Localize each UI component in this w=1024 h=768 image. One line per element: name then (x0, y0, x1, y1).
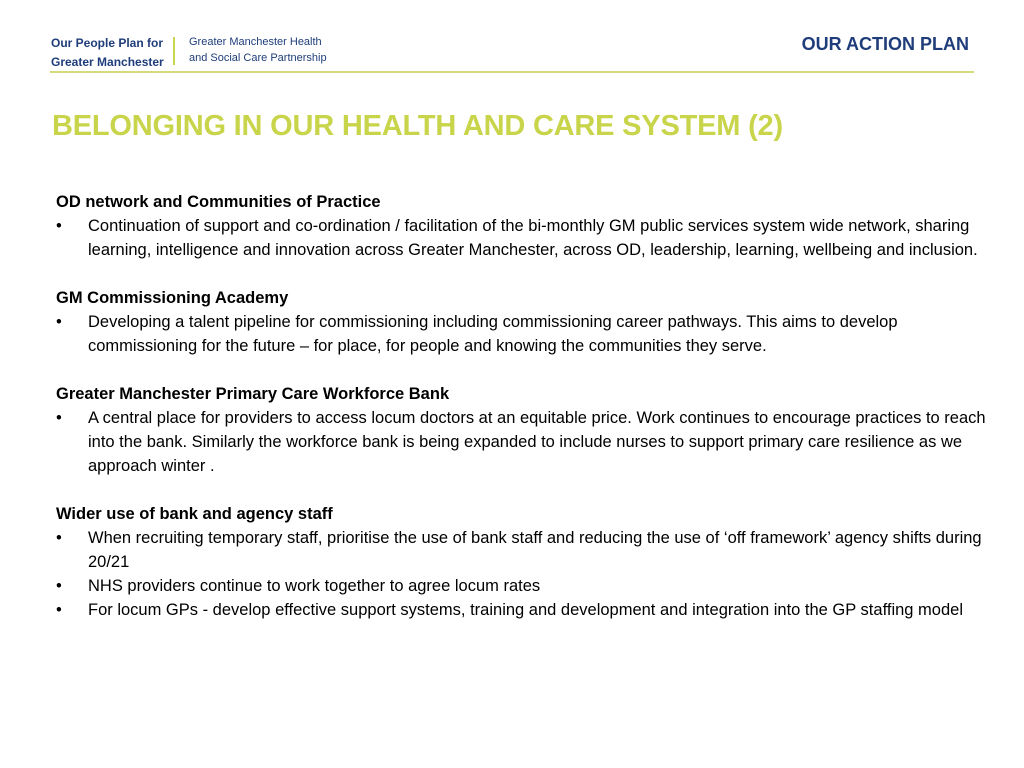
logo-line-1: Our People Plan for (51, 36, 164, 50)
bullet-text: When recruiting temporary staff, prioritise the use of bank staff and reducing the use of ‘off framework’ agency shifts during 20/21 (88, 529, 982, 571)
list-item (56, 214, 986, 262)
section-heading: GM Commissioning Academy (56, 289, 289, 307)
bullet-icon: • (56, 217, 62, 235)
section-heading: Greater Manchester Primary Care Workforce Bank (56, 385, 450, 403)
section-heading: OD network and Communities of Practice (56, 193, 381, 211)
list-item (56, 574, 986, 598)
section-commissioning-academy (56, 286, 986, 358)
bullet-icon: • (56, 529, 62, 547)
section-label: OUR ACTION PLAN (801, 34, 969, 54)
bullet-text: For locum GPs - develop effective support systems, training and development and integration into the GP staffing model (88, 601, 963, 619)
bullet-list (56, 214, 986, 262)
partnership-logo (189, 34, 327, 66)
bullet-icon: • (56, 601, 62, 619)
partner-line-1: Greater Manchester Health (189, 36, 322, 48)
list-item (56, 598, 986, 622)
list-item (56, 406, 986, 478)
bullet-icon: • (56, 313, 62, 331)
content-body (56, 190, 986, 646)
bullet-text: Continuation of support and co-ordination / facilitation of the bi-monthly GM public services system wide network, sharing learning, intelligence and innovation across Greater Manchester, across OD, leadership, learning, wellbeing and inclusion. (88, 217, 978, 259)
bullet-icon: • (56, 409, 62, 427)
logo-divider (173, 37, 175, 65)
section-bank-agency-staff (56, 502, 986, 622)
page-title: BELONGING IN OUR HEALTH AND CARE SYSTEM (2) (52, 110, 783, 142)
bullet-list (56, 406, 986, 478)
bullet-list (56, 526, 986, 622)
bullet-icon: • (56, 577, 62, 595)
partner-line-2: and Social Care Partnership (189, 52, 327, 64)
header-divider (50, 71, 974, 73)
list-item (56, 526, 986, 574)
bullet-text: Developing a talent pipeline for commissioning including commissioning career pathways. This aims to develop commissioning for the future – for place, for people and knowing the communities they serve. (88, 313, 898, 355)
section-workforce-bank (56, 382, 986, 478)
section-heading: Wider use of bank and agency staff (56, 505, 333, 523)
list-item (56, 310, 986, 358)
logo-line-2: Greater Manchester (51, 55, 164, 69)
bullet-list (56, 310, 986, 358)
bullet-text: A central place for providers to access locum doctors at an equitable price. Work continues to encourage practices to reach into the bank. Similarly the workforce bank is being expanded to include nurses to support primary care resilience as we approach winter . (88, 409, 986, 475)
bullet-text: NHS providers continue to work together to agree locum rates (88, 577, 541, 595)
people-plan-logo (51, 34, 164, 72)
section-od-network (56, 190, 986, 262)
